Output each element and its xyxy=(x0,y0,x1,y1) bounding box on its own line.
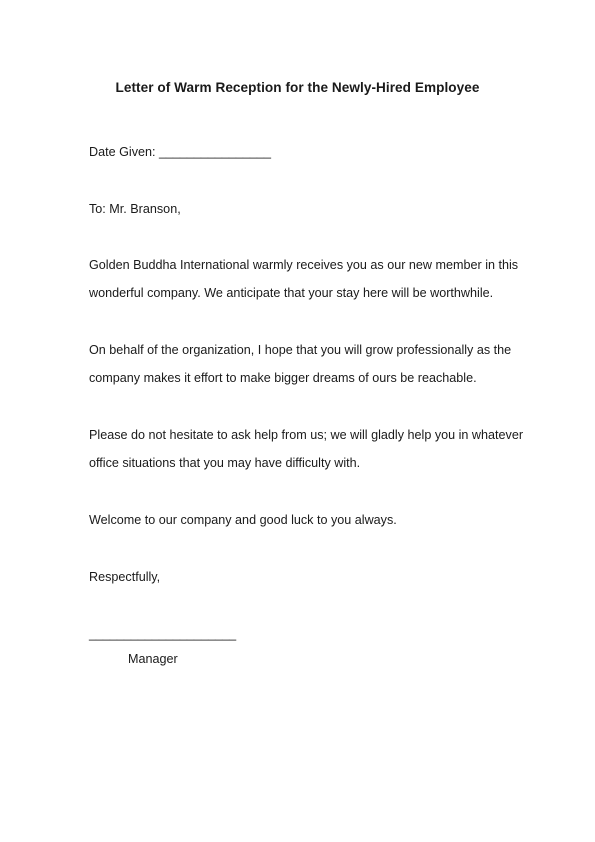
paragraph-3-line-1: Please do not hesitate to ask help from us; we will gladly help you in whatever xyxy=(89,428,524,442)
paragraph-2-line-2: company makes it effort to make bigger dreams of ours be reachable. xyxy=(89,371,477,385)
salutation: To: Mr. Branson, xyxy=(89,202,181,216)
paragraph-2-line-1: On behalf of the organization, I hope that you will grow professionally as the xyxy=(89,343,512,357)
closing: Respectfully, xyxy=(89,570,161,584)
paragraph-1-line-1: Golden Buddha International warmly receives you as our new member in this xyxy=(89,258,519,272)
signature-line: _____________________ xyxy=(89,627,237,641)
letter-title: Letter of Warm Reception for the Newly-Hired Employee xyxy=(115,80,480,95)
paragraph-3-line-2: office situations that you may have difficulty with. xyxy=(89,456,361,470)
paragraph-1-line-2: wonderful company. We anticipate that your stay here will be worthwhile. xyxy=(89,286,494,300)
signer-title: Manager xyxy=(128,652,178,666)
date-given-line: Date Given: ________________ xyxy=(89,145,272,159)
paragraph-4-line-1: Welcome to our company and good luck to you always. xyxy=(89,513,397,527)
